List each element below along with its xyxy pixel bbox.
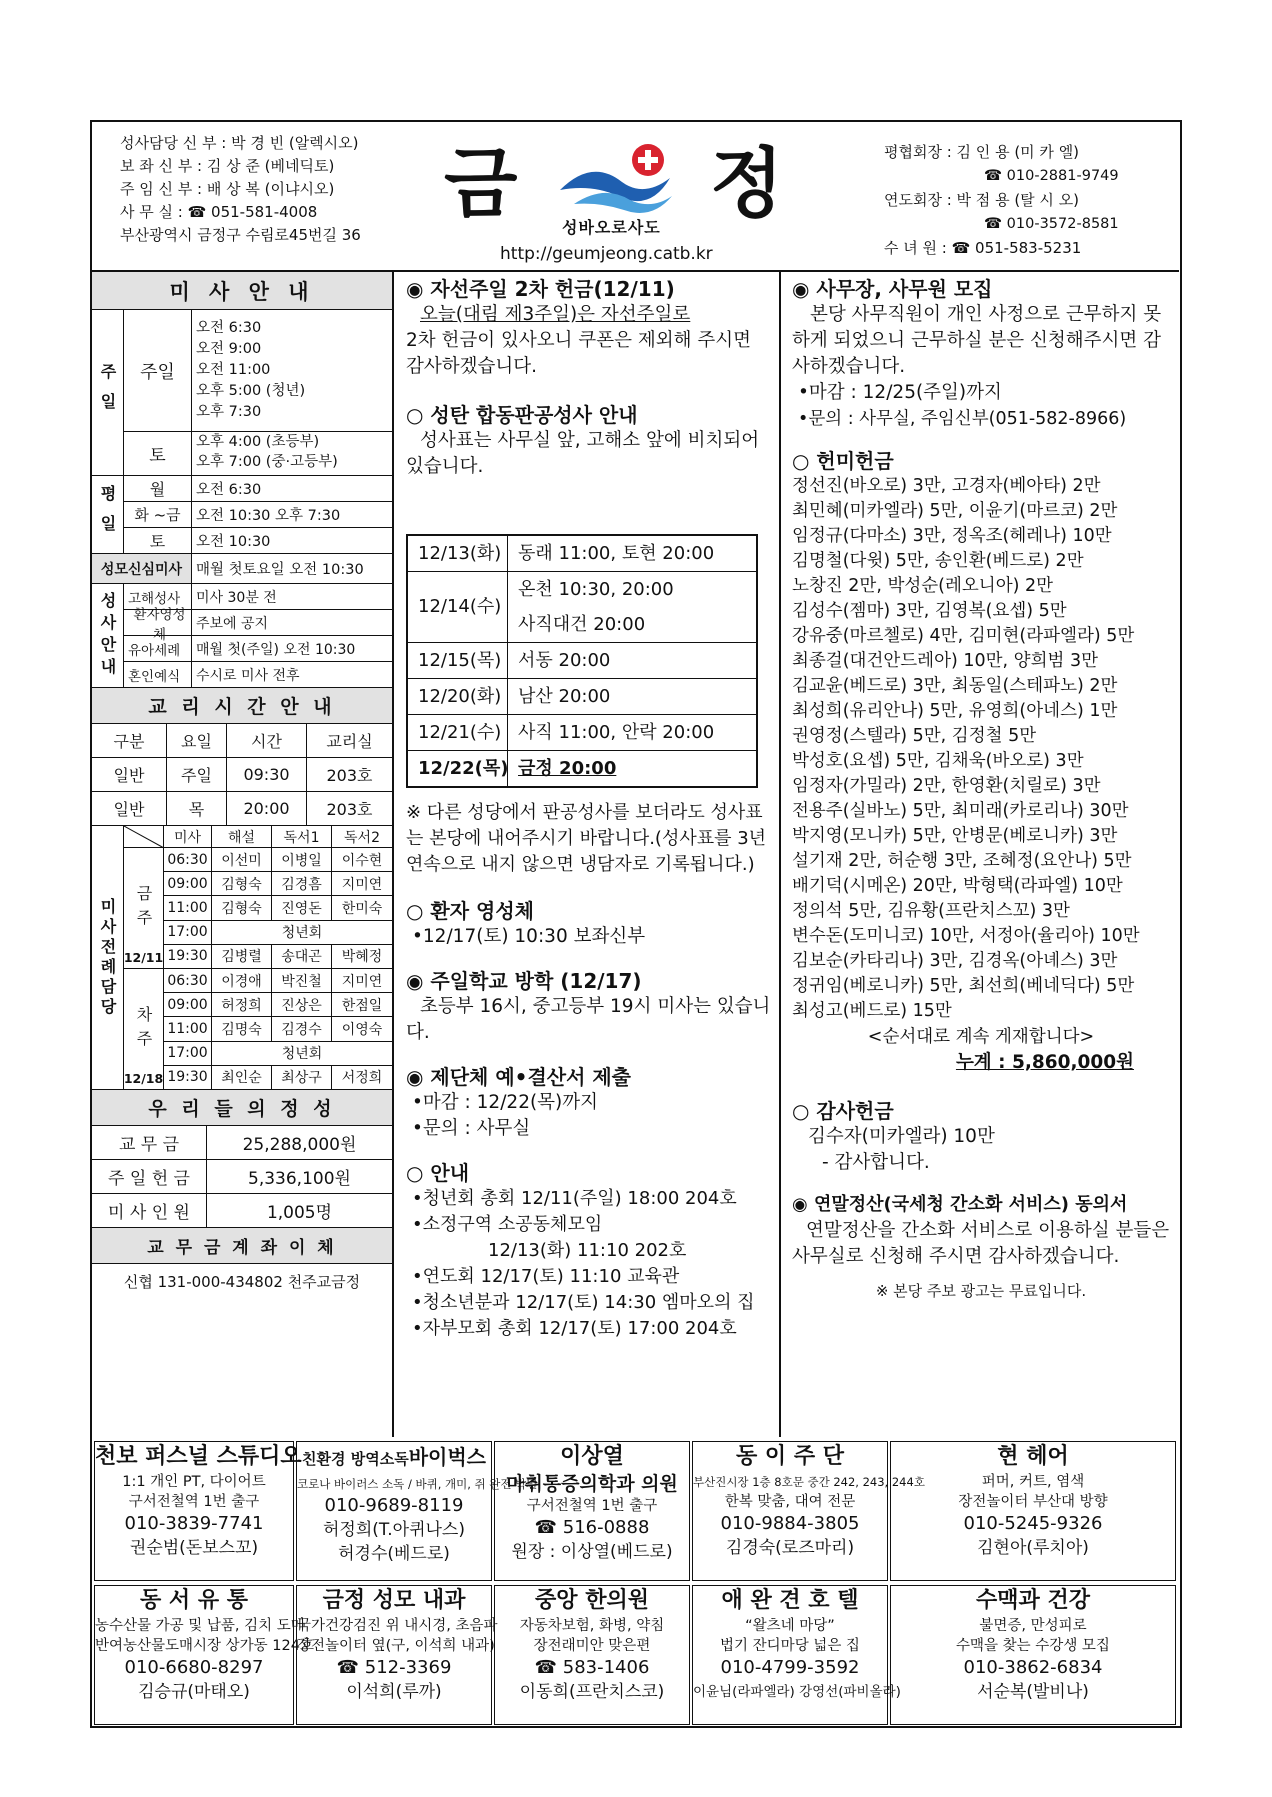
ad-box bbox=[692, 1441, 925, 1581]
ministry-time: 11:00 bbox=[164, 1017, 212, 1041]
ministry-time: 19:30 bbox=[164, 945, 212, 969]
saturday-time: 오후 7:00 (중·고등부) bbox=[196, 454, 338, 470]
staff-recruit-heading: ◉ 사무장, 사무원 모집 bbox=[792, 277, 993, 301]
rice-offering-heading: ○ 헌미헌금 bbox=[792, 449, 894, 473]
donor-line: 배기덕(시메온) 20만, 박형택(라파엘) 10만 bbox=[792, 876, 1123, 896]
ad-line: 코로나 바이러스 소독 / 바퀴, 개미, 쥐 완전 박멸 bbox=[297, 1477, 538, 1491]
schedule-times bbox=[508, 715, 756, 750]
ad-box bbox=[94, 1585, 314, 1725]
ad-phone: ☎ 512-3369 bbox=[336, 1657, 452, 1678]
left-column bbox=[92, 272, 394, 1437]
ministry-person: 이수현 bbox=[332, 848, 392, 872]
title-first-char: 금 bbox=[444, 139, 518, 228]
ministry-time: 17:00 bbox=[164, 921, 212, 945]
offering-title: 우 리 들 의 정 성 bbox=[92, 1090, 392, 1126]
office-phone-line: 사 무 실 : ☎ 051-581-4008 bbox=[120, 203, 318, 221]
charity-sunday-underlined: 오늘(대림 제3주일)은 자선주일로 bbox=[420, 304, 691, 325]
donor-line: 김교윤(베드로) 3만, 최동일(스테파노) 2만 bbox=[792, 676, 1118, 696]
saturday-times bbox=[192, 432, 392, 476]
schedule-date: 12/15(목) bbox=[408, 643, 508, 678]
penance-schedule-table bbox=[406, 534, 758, 788]
middle-column bbox=[396, 272, 781, 1437]
donor-line: 정선진(바오로) 3만, 고경자(베아타) 2만 bbox=[792, 476, 1101, 496]
catechism-cell: 203호 bbox=[307, 758, 392, 792]
donor-line: 최종걸(대건안드레아) 10만, 양희범 3만 bbox=[792, 651, 1098, 671]
offering-label: 교 무 금 bbox=[92, 1126, 207, 1160]
catechism-cell: 주일 bbox=[167, 758, 227, 792]
donor-line: 전용주(실바노) 5만, 최미래(카로리나) 30만 bbox=[792, 801, 1129, 821]
charity-sunday-heading: ◉ 자선주일 2차 헌금(12/11) bbox=[406, 277, 675, 301]
schedule-time: 남산 20:00 bbox=[518, 686, 611, 707]
ad-name: 동 서 유 통 bbox=[140, 1588, 248, 1613]
donor-line: 김성수(젬마) 3만, 김영복(요셉) 5만 bbox=[792, 601, 1067, 621]
sunday-label: 주일 bbox=[124, 310, 192, 432]
donor-line: 최성희(유리안나) 5만, 유영희(아네스) 1만 bbox=[792, 701, 1118, 721]
thanks-offering-heading: ○ 감사헌금 bbox=[792, 1099, 894, 1123]
ministry-person: 박진철 bbox=[272, 969, 332, 993]
ad-line: 퍼머, 커트, 염색 bbox=[981, 1474, 1085, 1490]
offering-label: 미 사 인 원 bbox=[92, 1194, 207, 1228]
ministry-person: 박혜정 bbox=[332, 945, 392, 969]
schedule-time: 동래 11:00, 토현 20:00 bbox=[518, 543, 715, 564]
ad-name: 수맥과 건강 bbox=[976, 1588, 1090, 1613]
ministry-time: 09:00 bbox=[164, 872, 212, 896]
ministry-person: 이병일 bbox=[272, 848, 332, 872]
notice-item: •연도회 12/17(토) 11:10 교육관 bbox=[412, 1266, 680, 1287]
notice-heading: ○ 안내 bbox=[406, 1161, 470, 1185]
schedule-row bbox=[408, 751, 756, 786]
sunday-school-body: 초등부 16시, 중고등부 19시 미사는 있습니다. bbox=[406, 996, 771, 1043]
ad-phone: ☎ 583-1406 bbox=[534, 1657, 650, 1678]
donor-line: 권영정(스텔라) 5만, 김정철 5만 bbox=[792, 726, 1037, 746]
schedule-row bbox=[408, 572, 756, 643]
ad-box bbox=[890, 1585, 1176, 1725]
weekday-group-label: 평일 bbox=[92, 476, 124, 554]
donor-line: 박지영(모니카) 5만, 안병문(베로니카) 3만 bbox=[792, 826, 1118, 846]
ministry-time: 19:30 bbox=[164, 1066, 212, 1090]
ad-owner: 이석희(루까) bbox=[346, 1682, 442, 1702]
donor-line: 정귀임(베로니카) 5만, 최선희(베네딕다) 5만 bbox=[792, 976, 1135, 996]
sacrament-name: 혼인예식 bbox=[124, 662, 192, 688]
offering-value: 5,336,100원 bbox=[207, 1160, 392, 1194]
ministry-person: 서정희 bbox=[332, 1066, 392, 1090]
ministry-person: 김형숙 bbox=[212, 872, 272, 896]
budget-report-heading: ◉ 제단체 예•결산서 제출 bbox=[406, 1065, 632, 1089]
weekday-time: 오전 6:30 bbox=[192, 476, 392, 502]
donor-line: 김보순(카타리나) 3만, 김경옥(아녜스) 3만 bbox=[792, 951, 1118, 971]
ad-name: 현 헤어 bbox=[997, 1444, 1069, 1469]
ministry-person: 김명숙 bbox=[212, 1017, 272, 1041]
schedule-times bbox=[508, 679, 756, 714]
ministry-header: 독서1 bbox=[272, 826, 332, 848]
ad-line: 수맥을 찾는 수강생 모집 bbox=[956, 1638, 1110, 1654]
sacrament-value: 수시로 미사 전후 bbox=[192, 662, 392, 688]
ministry-diagonal-header bbox=[124, 826, 164, 848]
ad-line: 불면증, 만성피로 bbox=[979, 1618, 1087, 1634]
schedule-row bbox=[408, 715, 756, 751]
schedule-time: 금정 20:00 bbox=[518, 758, 617, 779]
catechism-header: 구분 bbox=[92, 724, 167, 758]
convent-phone-line: 수 녀 원 : ☎ 051-583-5231 bbox=[884, 239, 1082, 257]
assistant-priest-line: 보 좌 신 부 : 김 상 준 (베네딕토) bbox=[120, 157, 335, 175]
catechism-cell: 20:00 bbox=[227, 792, 307, 826]
ad-line: 농수산물 가공 및 납품, 김치 도매 bbox=[95, 1618, 305, 1634]
ad-name: 금정 성모 내과 bbox=[322, 1588, 466, 1613]
schedule-row bbox=[408, 536, 756, 572]
ministry-person: 이경애 bbox=[212, 969, 272, 993]
staff-recruit-contact: •문의 : 사무실, 주임신부(051-582-8966) bbox=[798, 409, 1127, 429]
notice-item: •청년회 총회 12/11(주일) 18:00 204호 bbox=[412, 1188, 737, 1209]
council-president-line: 평협회장 : 김 인 용 (미 카 엘) bbox=[884, 143, 1080, 161]
ministry-time: 06:30 bbox=[164, 848, 212, 872]
ministry-group: 청년회 bbox=[212, 1042, 392, 1066]
heart-mass-label: 성모신심미사 bbox=[92, 554, 192, 584]
account-title: 교 무 금 계 좌 이 체 bbox=[92, 1228, 392, 1264]
free-ad-note: ※ 본당 주보 광고는 무료입니다. bbox=[875, 1282, 1087, 1300]
ad-box bbox=[890, 1441, 1176, 1581]
ad-owner: 이동희(프란치스코) bbox=[519, 1682, 665, 1702]
pastor-line: 성사담당 신 부 : 박 경 빈 (알렉시오) bbox=[120, 134, 359, 152]
tax-consent-body: 연말정산을 간소화 서비스로 이용하실 분들은 사무실로 신청해 주시면 감사하겠습니다. bbox=[792, 1220, 1170, 1267]
ad-phone: 010-3839-7741 bbox=[124, 1513, 264, 1534]
ad-name: 천보 퍼스널 스튜디오 bbox=[95, 1444, 302, 1469]
ad-line: 1:1 개인 PT, 다이어트 bbox=[122, 1474, 266, 1490]
clergy-info bbox=[120, 132, 361, 247]
notice-list bbox=[406, 1186, 774, 1342]
schedule-time: 서동 20:00 bbox=[518, 650, 611, 671]
ad-owner: 허경수(베드로) bbox=[338, 1544, 450, 1564]
weekday-label: 토 bbox=[124, 528, 192, 554]
communion-body: •12/17(토) 10:30 보좌신부 bbox=[412, 926, 646, 947]
weekday-time: 오전 10:30 오후 7:30 bbox=[192, 502, 392, 528]
ministry-person: 진영돈 bbox=[272, 896, 332, 920]
weekday-label: 월 bbox=[124, 476, 192, 502]
donor-continue-note: <순서대로 계속 게재합니다> bbox=[867, 1027, 1095, 1047]
catechism-cell: 목 bbox=[167, 792, 227, 826]
sunday-school-heading: ◉ 주일학교 방학 (12/17) bbox=[406, 969, 642, 993]
ad-line: 한복 맞춤, 대여 전문 bbox=[724, 1494, 856, 1510]
budget-contact: •문의 : 사무실 bbox=[412, 1118, 531, 1139]
sacrament-value: 미사 30분 전 bbox=[192, 584, 392, 610]
ad-phone: ☎ 516-0888 bbox=[534, 1517, 650, 1538]
schedule-time: 온천 10:30, 20:00 bbox=[518, 579, 674, 600]
schedule-date: 12/20(화) bbox=[408, 679, 508, 714]
parish-logo-icon bbox=[552, 138, 682, 218]
ad-name-wrap bbox=[297, 1442, 491, 1474]
ad-phone: 010-5245-9326 bbox=[963, 1513, 1103, 1534]
catechism-cell: 일반 bbox=[92, 758, 167, 792]
ministry-header: 미사 bbox=[164, 826, 212, 848]
penance-body: 성사표는 사무실 앞, 고해소 앞에 비치되어 있습니다. bbox=[406, 430, 760, 477]
ad-name: 동 이 주 단 bbox=[736, 1444, 844, 1469]
ministry-person: 한미숙 bbox=[332, 896, 392, 920]
offering-value: 25,288,000원 bbox=[207, 1126, 392, 1160]
sunday-time: 오전 9:00 bbox=[196, 341, 262, 357]
lay-leaders-info bbox=[884, 140, 1119, 260]
notice-item: •소정구역 소공동체모임 bbox=[412, 1214, 603, 1235]
communion-heading: ○ 환자 영성체 bbox=[406, 899, 534, 923]
mass-section-title: 미 사 안 내 bbox=[92, 272, 392, 310]
ministry-group-label: 미사전례담당 bbox=[92, 826, 124, 1090]
ad-phone: 010-9689-8119 bbox=[324, 1495, 464, 1516]
ministry-person: 송대곤 bbox=[272, 945, 332, 969]
staff-recruit-body: 본당 사무직원이 개인 사정으로 근무하지 못하게 되었으니 근무하실 분은 신청해주시면 감사하겠습니다. bbox=[792, 304, 1162, 377]
donor-line: 임정자(가밀라) 2만, 한영환(치릴로) 3만 bbox=[792, 776, 1101, 796]
council-phone: ☎ 010-2881-9749 bbox=[984, 168, 1119, 184]
weekday-label: 화 ~금 bbox=[124, 502, 192, 528]
ad-line: 자동차보험, 화병, 약침 bbox=[519, 1618, 665, 1634]
ad-line: 장전래미안 맞은편 bbox=[533, 1638, 651, 1654]
ministry-group: 청년회 bbox=[212, 921, 392, 945]
ministry-header: 독서2 bbox=[332, 826, 392, 848]
bulletin-header bbox=[92, 122, 1179, 272]
charity-sunday-body: 2차 헌금이 있사오니 쿠폰은 제외해 주시면 감사하겠습니다. bbox=[406, 330, 751, 377]
logo-text: 성바오로사도 bbox=[562, 218, 661, 237]
week-label: 금주 bbox=[124, 848, 164, 969]
schedule-date: 12/14(수) bbox=[408, 572, 508, 642]
sunday-time: 오전 11:00 bbox=[196, 362, 271, 378]
ministry-time: 09:00 bbox=[164, 993, 212, 1017]
catechism-cell: 09:30 bbox=[227, 758, 307, 792]
donor-line: 정의석 5만, 김유황(프란치스꼬) 3만 bbox=[792, 901, 1070, 921]
schedule-times bbox=[508, 751, 756, 786]
donor-line: 변수돈(도미니코) 10만, 서정아(율리아) 10만 bbox=[792, 926, 1140, 946]
sunday-group-label: 주일 bbox=[92, 310, 124, 476]
ministry-person: 지미연 bbox=[332, 872, 392, 896]
ad-owner: 김현아(루치아) bbox=[977, 1538, 1089, 1558]
ministry-table bbox=[92, 826, 392, 1090]
catechism-cell: 일반 bbox=[92, 792, 167, 826]
right-column bbox=[782, 272, 1177, 1437]
ad-line: “왈츠네 마당” bbox=[745, 1618, 835, 1634]
ministry-time: 17:00 bbox=[164, 1042, 212, 1066]
ad-line: 장전놀이터 옆(구, 이석희 내과) bbox=[297, 1638, 495, 1654]
thanks-offering-note: - 감사합니다. bbox=[822, 1152, 930, 1173]
schedule-row bbox=[408, 643, 756, 679]
ministry-person: 김형숙 bbox=[212, 896, 272, 920]
saturday-label: 토 bbox=[124, 432, 192, 476]
sacrament-group-label: 성사안내 bbox=[92, 584, 124, 688]
ad-line: 구서전철역 1번 출구 bbox=[128, 1494, 260, 1510]
ad-line: 법기 잔디마당 넓은 집 bbox=[720, 1638, 860, 1654]
ads-section bbox=[92, 1439, 1179, 1727]
week-date: 12/18 bbox=[124, 1067, 164, 1090]
ad-phone: 010-4799-3592 bbox=[720, 1657, 860, 1678]
schedule-date: 12/22(목) bbox=[408, 751, 508, 786]
ad-line: 부산진시장 1층 8호문 중간 242, 243, 244호 bbox=[693, 1475, 925, 1489]
schedule-times bbox=[508, 536, 756, 571]
ministry-person: 한점일 bbox=[332, 993, 392, 1017]
tax-consent-heading: ◉ 연말정산(국세청 간소화 서비스) 동의서 bbox=[792, 1194, 1128, 1215]
donor-total: 누계 : 5,860,000원 bbox=[955, 1052, 1134, 1073]
ad-name: 중앙 한의원 bbox=[535, 1588, 649, 1613]
schedule-date: 12/21(수) bbox=[408, 715, 508, 750]
ad-owner: 원장 : 이상열(베드로) bbox=[511, 1542, 673, 1562]
schedule-time: 사직대건 20:00 bbox=[518, 614, 646, 635]
notice-item: 12/13(화) 11:10 202호 bbox=[488, 1240, 687, 1261]
sacrament-value: 주보에 공지 bbox=[192, 610, 392, 636]
sacrament-value: 매월 첫(주일) 오전 10:30 bbox=[192, 636, 392, 662]
ad-box bbox=[494, 1441, 690, 1581]
donor-line: 설기재 2만, 허순행 3만, 조혜정(요안나) 5만 bbox=[792, 851, 1132, 871]
ministry-person: 김경흠 bbox=[272, 872, 332, 896]
ad-name-prefix: 친환경 방역소독 bbox=[302, 1450, 409, 1468]
ad-owner: 이윤님(라파엘라) 강영선(파비올라) bbox=[693, 1684, 901, 1700]
notice-item: •자부모회 총회 12/17(토) 17:00 204호 bbox=[412, 1318, 737, 1339]
sunday-time: 오전 6:30 bbox=[196, 320, 262, 336]
notice-item: •청소년분과 12/17(토) 14:30 엠마오의 집 bbox=[412, 1292, 755, 1313]
ad-owner: 허정희(T.아퀴나스) bbox=[323, 1520, 465, 1540]
sunday-time: 오후 5:00 (청년) bbox=[196, 383, 306, 399]
ministry-header: 해설 bbox=[212, 826, 272, 848]
ministry-person: 허정희 bbox=[212, 993, 272, 1017]
yeondo-president-line: 연도회장 : 박 점 용 (탈 시 오) bbox=[884, 191, 1080, 209]
donor-line: 임정규(다마소) 3만, 정옥조(헤레나) 10만 bbox=[792, 526, 1112, 546]
ministry-person: 김병렬 bbox=[212, 945, 272, 969]
ministry-person: 지미연 bbox=[332, 969, 392, 993]
ministry-person: 김경수 bbox=[272, 1017, 332, 1041]
yeondo-phone: ☎ 010-3572-8581 bbox=[984, 216, 1119, 232]
ad-box bbox=[296, 1585, 498, 1725]
ad-line: 구서전철역 1번 출구 bbox=[526, 1498, 658, 1514]
ministry-person: 최인순 bbox=[212, 1066, 272, 1090]
schedule-date: 12/13(화) bbox=[408, 536, 508, 571]
schedule-time: 사직 11:00, 안락 20:00 bbox=[518, 722, 715, 743]
schedule-row bbox=[408, 679, 756, 715]
title-second-char: 정 bbox=[710, 139, 784, 228]
ad-name: 이상열 bbox=[560, 1444, 624, 1469]
week-date: 12/11 bbox=[124, 946, 164, 969]
ministry-person: 진상은 bbox=[272, 993, 332, 1017]
account-number: 신협 131-000-434802 천주교금정 bbox=[123, 1272, 361, 1291]
ad-phone: 010-3862-6834 bbox=[963, 1657, 1103, 1678]
donor-line: 강유중(마르첼로) 4만, 김미현(라파엘라) 5만 bbox=[792, 626, 1135, 646]
ad-box bbox=[692, 1585, 901, 1725]
donor-line: 노창진 2만, 박성순(레오니아) 2만 bbox=[792, 576, 1054, 596]
catechism-title: 교 리 시 간 안 내 bbox=[92, 688, 392, 724]
week-label: 차주 bbox=[124, 969, 164, 1090]
donor-line: 박성호(요셉) 5만, 김채욱(바오로) 3만 bbox=[792, 751, 1084, 771]
ad-phone: 010-9884-3805 bbox=[720, 1513, 860, 1534]
budget-deadline: •마감 : 12/22(목)까지 bbox=[412, 1092, 599, 1113]
sunday-time: 오후 7:30 bbox=[196, 404, 262, 420]
schedule-times bbox=[508, 643, 756, 678]
heart-mass-value: 매월 첫토요일 오전 10:30 bbox=[192, 554, 392, 584]
penance-heading: ○ 성탄 합동판공성사 안내 bbox=[406, 403, 638, 427]
ad-owner: 김승규(마태오) bbox=[138, 1682, 250, 1702]
sunday-times bbox=[192, 310, 392, 432]
staff-recruit-deadline: •마감 : 12/25(주일)까지 bbox=[798, 382, 1002, 403]
catechism-cell: 203호 bbox=[307, 792, 392, 826]
catechism-header: 요일 bbox=[167, 724, 227, 758]
ad-box bbox=[494, 1585, 690, 1725]
ad-line: 반여농산물도매시장 상가동 124호 bbox=[95, 1638, 314, 1654]
thanks-offering-donor: 김수자(미카엘라) 10만 bbox=[808, 1126, 995, 1147]
head-priest-line: 주 임 신 부 : 배 상 복 (이냐시오) bbox=[120, 180, 335, 198]
ad-box bbox=[94, 1441, 302, 1581]
address-line: 부산광역시 금정구 수림로45번길 36 bbox=[120, 226, 361, 244]
offering-label: 주 일 헌 금 bbox=[92, 1160, 207, 1194]
parish-url-link[interactable]: http://geumjeong.catb.kr bbox=[500, 244, 713, 264]
donor-line: 김명철(다윗) 5만, 송인환(베드로) 2만 bbox=[792, 551, 1084, 571]
ad-owner: 김경숙(로즈마리) bbox=[725, 1538, 855, 1558]
weekday-time: 오전 10:30 bbox=[192, 528, 392, 554]
schedule-times bbox=[508, 572, 756, 642]
ad-owner: 권순범(돈보스꼬) bbox=[129, 1538, 259, 1558]
sacrament-name: 고해성사 bbox=[124, 584, 192, 610]
ad-line: 국가건강검진 위 내시경, 초음파 bbox=[297, 1618, 498, 1634]
ad-subname: 마취통증의학과 의원 bbox=[506, 1473, 678, 1495]
ad-phone: 010-6680-8297 bbox=[124, 1657, 264, 1678]
bulletin-page bbox=[90, 120, 1182, 1728]
ad-name: 바이벅스 bbox=[408, 1445, 486, 1469]
catechism-header: 교리실 bbox=[307, 724, 392, 758]
ministry-time: 11:00 bbox=[164, 896, 212, 920]
donor-line: 최민혜(미카엘라) 5만, 이윤기(마르코) 2만 bbox=[792, 501, 1118, 521]
penance-note: ※ 다른 성당에서 판공성사를 보더라도 성사표는 본당에 내어주시기 바랍니다.(성사표를 3년 연속으로 내지 않으면 냉담자로 기록됩니다.) bbox=[406, 802, 767, 875]
donor-list bbox=[792, 474, 1170, 1024]
ad-name: 애 완 견 호 텔 bbox=[721, 1588, 859, 1613]
ministry-time: 06:30 bbox=[164, 969, 212, 993]
sacrament-name: 유아세례 bbox=[124, 636, 192, 662]
sacrament-name: 환자영성체 bbox=[124, 610, 192, 636]
ad-owner: 서순복(발비나) bbox=[977, 1682, 1089, 1702]
ad-box bbox=[296, 1441, 538, 1581]
donor-line: 최성고(베드로) 15만 bbox=[792, 1001, 952, 1021]
ministry-person: 이선미 bbox=[212, 848, 272, 872]
ad-line: 장전놀이터 부산대 방향 bbox=[958, 1494, 1108, 1510]
offering-value: 1,005명 bbox=[207, 1194, 392, 1228]
ministry-person: 최상구 bbox=[272, 1066, 332, 1090]
catechism-header: 시간 bbox=[227, 724, 307, 758]
ministry-person: 이영숙 bbox=[332, 1017, 392, 1041]
saturday-time: 오후 4:00 (초등부) bbox=[196, 434, 320, 450]
